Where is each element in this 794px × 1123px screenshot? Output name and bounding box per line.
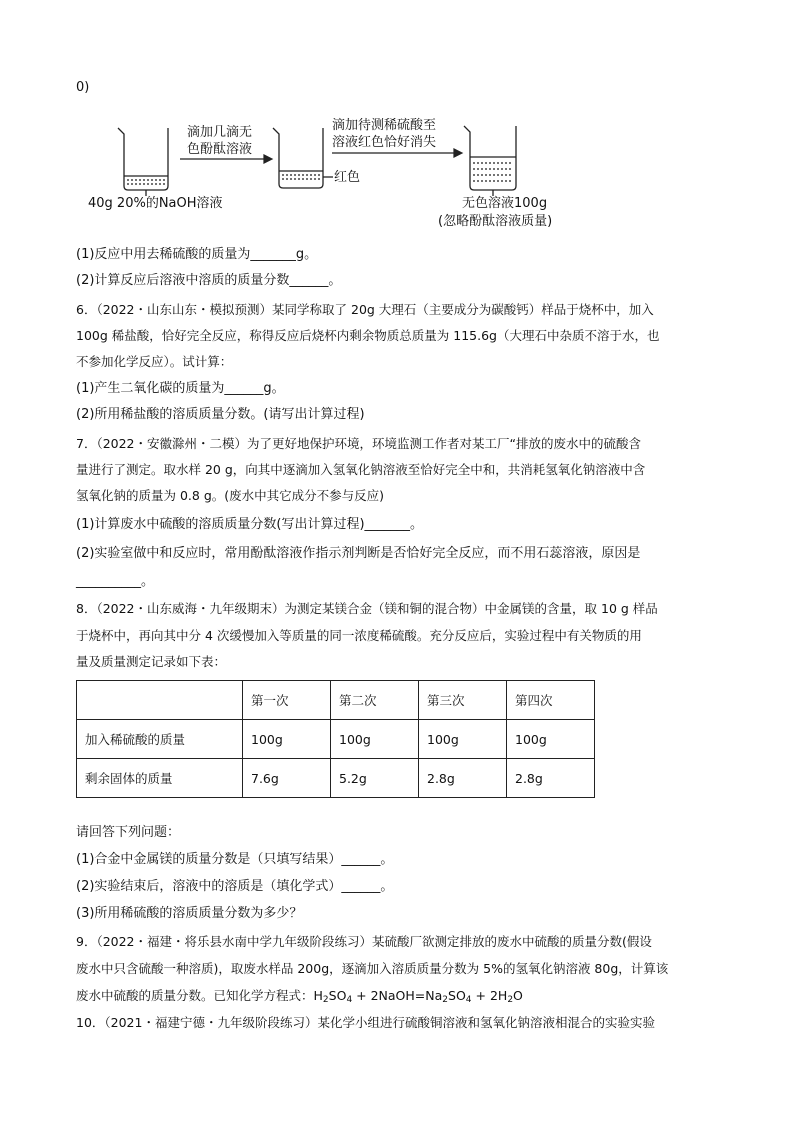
q5-part2: (2)计算反应后溶液中溶质的质量分数______。: [76, 273, 342, 288]
beaker-1: [118, 128, 168, 196]
step1-text-line2: 色酚酞溶液: [187, 142, 253, 157]
q8-part1: (1)合金中金属镁的质量分数是（只填写结果）______。: [76, 852, 394, 867]
table-header-cell: 第一次: [243, 681, 331, 720]
table-cell: 100g: [419, 720, 507, 759]
table-header-cell: [77, 681, 243, 720]
step2-text-line2: 溶液红色恰好消失: [332, 135, 437, 150]
step2-text-line1: 滴加待测稀硫酸至: [332, 118, 437, 133]
table-header-cell: 第三次: [419, 681, 507, 720]
table-cell: 100g: [243, 720, 331, 759]
q6-line2: 100g 稀盐酸，恰好完全反应，称得反应后烧杯内剩余物质总质量为 115.6g（大理石中杂质不溶于水，也: [76, 328, 660, 343]
q8-line1: 8．（2022・山东威海・九年级期末）为测定某镁合金（镁和铜的混合物）中金属镁的含量，取 10 g 样品: [76, 601, 658, 616]
table-cell: 5.2g: [331, 759, 419, 798]
beaker-2: [273, 128, 333, 188]
q8-part3: (3)所用稀硫酸的溶质质量分数为多少？: [76, 906, 303, 921]
q8-line3: 量及质量测定记录如下表：: [76, 654, 227, 669]
q7-part1: (1)计算废水中硫酸的溶质质量分数(写出计算过程)_______。: [76, 517, 424, 532]
beaker2-label: 红色: [334, 170, 361, 185]
q9-line3: [76, 987, 523, 1009]
table-cell: 100g: [507, 720, 595, 759]
q7-line3: 氢氧化钠的质量为 0.8 g。(废水中其它成分不参与反应): [76, 488, 385, 503]
q6-part1: (1)产生二氧化碳的质量为______g。: [76, 381, 285, 396]
q5-part1: (1)反应中用去稀硫酸的质量为_______g。: [76, 247, 318, 262]
table-cell: 剩余固体的质量: [77, 759, 243, 798]
chemical-equation: $H_2SO_4$ + $2NaOH=Na_2SO_4 + 2H_2O$: [313, 988, 523, 1005]
top-fragment: 0): [76, 80, 90, 95]
table-header-cell: 第四次: [507, 681, 595, 720]
beaker3-label-2: (忽略酚酞溶液质量): [438, 214, 553, 229]
q7-line2: 量进行了测定。取水样 20 g，向其中逐滴加入氢氧化钠溶液至恰好完全中和，共消耗氢氧化钠溶液中含: [76, 462, 646, 477]
table-cell: 100g: [331, 720, 419, 759]
table-cell: 7.6g: [243, 759, 331, 798]
beaker3-label-1: 无色溶液100g: [462, 196, 548, 211]
q6-part2: (2)所用稀盐酸的溶质质量分数。(请写出计算过程): [76, 407, 365, 422]
beaker1-label: 40g 20%的NaOH溶液: [88, 196, 223, 211]
table-header-row: [77, 681, 595, 720]
q6-line1: 6．（2022・山东山东・模拟预测）某同学称取了 20g 大理石（主要成分为碳酸钙）样品于烧杯中，加入: [76, 302, 654, 317]
q8-prompt: 请回答下列问题：: [76, 825, 181, 840]
table-header-cell: 第二次: [331, 681, 419, 720]
step1-text-line1: 滴加几滴无: [187, 125, 253, 140]
beaker-3: [464, 126, 516, 196]
table-cell: 2.8g: [419, 759, 507, 798]
q7-part2-blank: __________。: [76, 574, 155, 589]
table-row: [77, 759, 595, 798]
q8-data-table: [76, 680, 595, 798]
q7-line1: 7．（2022・安徽滁州・二模）为了更好地保护环境，环境监测工作者对某工厂“排放的废水中的硫酸含: [76, 436, 641, 451]
q8-part2: (2)实验结束后，溶液中的溶质是（填化学式）______。: [76, 879, 394, 894]
q8-line2: 于烧杯中，再向其中分 4 次缓慢加入等质量的同一浓度稀硫酸。充分反应后，实验过程中有关物质的用: [76, 628, 642, 643]
table-cell: 加入稀硫酸的质量: [77, 720, 243, 759]
q10-line1: 10．（2021・福建宁德・九年级阶段练习）某化学小组进行硫酸铜溶液和氢氧化钠溶液相混合的实验实验: [76, 1015, 655, 1030]
q9-line3-text: 废水中硫酸的质量分数。已知化学方程式：: [76, 988, 314, 1003]
q7-part2: (2)实验室做中和反应时，常用酚酞溶液作指示剂判断是否恰好完全反应，而不用石蕊溶液，原因是: [76, 546, 641, 561]
table-row: [77, 720, 595, 759]
q6-line3: 不参加化学反应）。试计算：: [76, 354, 233, 369]
q9-line1: 9．（2022・福建・将乐县水南中学九年级阶段练习）某硫酸厂欲测定排放的废水中硫酸的质量分数(假设: [76, 934, 652, 949]
q9-line2: 废水中只含硫酸一种溶质)，取废水样品 200g，逐滴加入溶质质量分数为 5%的氢氧化钠溶液 80g，计算该: [76, 961, 669, 976]
table-cell: 2.8g: [507, 759, 595, 798]
